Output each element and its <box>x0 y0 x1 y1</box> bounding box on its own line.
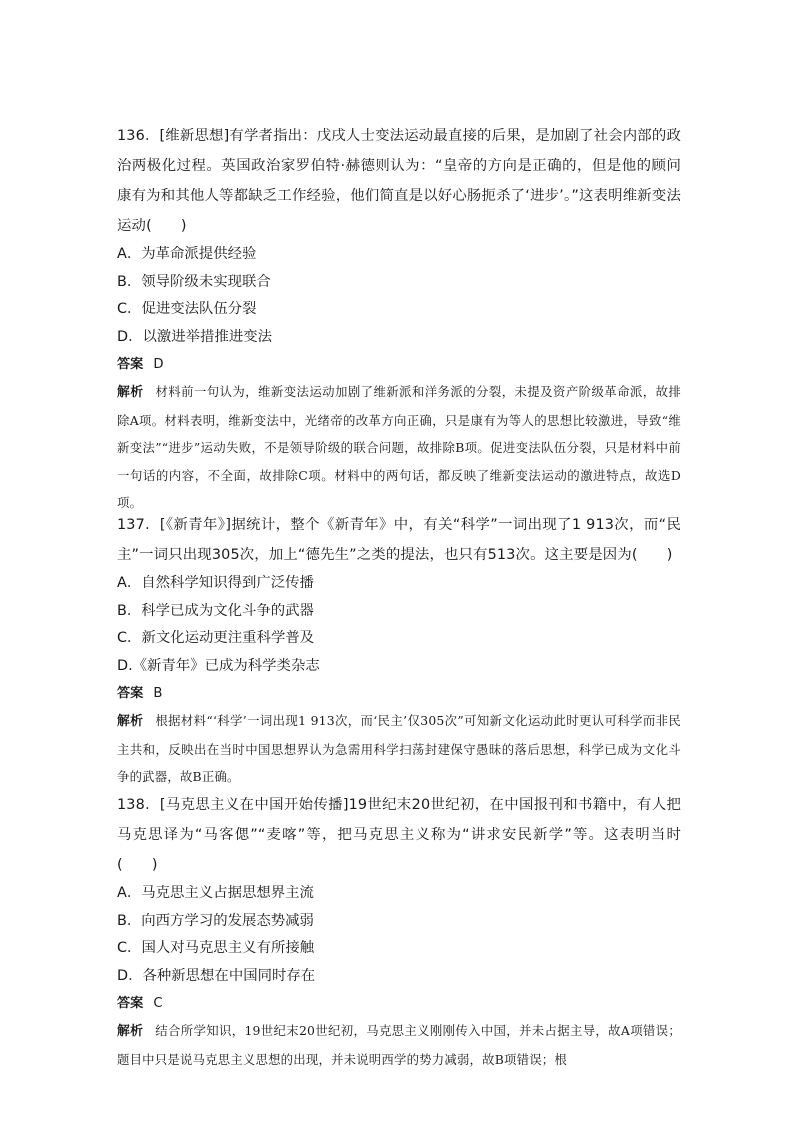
option-d: D.《新青年》已成为科学类杂志 <box>117 657 320 674</box>
option-c: C．国人对马克思主义有所接触 <box>117 940 315 956</box>
explanation-label: 解析 <box>117 385 144 400</box>
explanation-text: 根据材料“‘科学’一词出现1 913次，而‘民主’仅305次”可知新文化运动此时更认可科学而非民主共和，反映出在当时中国思想界认为急需用科学扫荡封建保守愚昧的落后思想，科学已成为文化斗争的武器，故B正确。 <box>117 713 681 785</box>
option-c: C．促进变法队伍分裂 <box>117 301 257 317</box>
question-stem: 138．[马克思主义在中国开始传播]19世纪末20世纪初，在中国报刊和书籍中，有人把马克思译为“马客偲”“麦喀”等，把马克思主义称为“讲求安民新学”等。这表明当时( ) <box>117 797 681 873</box>
answer-label: 答案 <box>117 357 144 372</box>
explanation-label: 解析 <box>117 714 144 729</box>
question-137 <box>117 510 681 791</box>
option-b: B．向西方学习的发展态势减弱 <box>117 912 314 929</box>
answer-value: B <box>153 686 163 701</box>
question-138 <box>117 790 681 1073</box>
explanation <box>117 1017 681 1073</box>
option-a: A．马克思主义占据思想界主流 <box>117 885 314 901</box>
option-d: D．以激进举措推进变法 <box>117 328 272 345</box>
option-b: B．科学已成为文化斗争的武器 <box>117 602 314 619</box>
option-d: D．各种新思想在中国同时存在 <box>117 967 316 984</box>
answer-value: D <box>153 357 164 372</box>
explanation-text: 材料前一句认为，维新变法运动加剧了维新派和洋务派的分裂，未提及资产阶级革命派，故排除A项。材料表明，维新变法中，光绪帝的改革方向正确，只是康有为等人的思想比较激进，导致“维新变法”“进步”运动失败，不是领导阶级的联合问题，故排除B项。促进变法队伍分裂，只是材料中前一句话的内容，不全面，故排除C项。材料中的两句话，都反映了维新变法运动的激进特点，故选D项。 <box>117 384 681 511</box>
answer-line <box>117 680 681 707</box>
option-b: B．领导阶级未实现联合 <box>117 273 271 290</box>
explanation-text: 结合所学知识，19世纪末20世纪初，马克思主义刚刚传入中国，并未占据主导，故A项错误；题目中只是说马克思主义思想的出现，并未说明西学的势力减弱，故B项错误；根 <box>117 1023 681 1067</box>
answer-label: 答案 <box>117 686 144 701</box>
answer-line <box>117 990 681 1017</box>
explanation <box>117 707 681 791</box>
explanation <box>117 378 681 517</box>
option-c: C．新文化运动更注重科学普及 <box>117 630 315 646</box>
answer-label: 答案 <box>117 996 144 1011</box>
option-a: A．自然科学知识得到广泛传播 <box>117 575 314 591</box>
answer-value: C <box>153 996 163 1011</box>
question-stem: 136．[维新思想]有学者指出：戊戌人士变法运动最直接的后果，是加剧了社会内部的政治两极化过程。英国政治家罗伯特·赫德则认为：“皇帝的方向是正确的，但是他的顾问康有为和其他人等都缺乏工作经验，他们简直是以好心肠扼杀了‘进步’。”这表明维新变法运动( ) <box>117 128 681 234</box>
question-136 <box>117 121 681 517</box>
explanation-label: 解析 <box>117 1024 144 1039</box>
option-a: A．为革命派提供经验 <box>117 246 257 262</box>
question-stem: 137．[《新青年》]据统计，整个《新青年》中，有关“科学”一词出现了1 913次，而“民主”一词只出现305次，加上“德先生”之类的提法，也只有513次。这主要是因为( ) <box>117 517 681 563</box>
answer-line <box>117 351 681 378</box>
